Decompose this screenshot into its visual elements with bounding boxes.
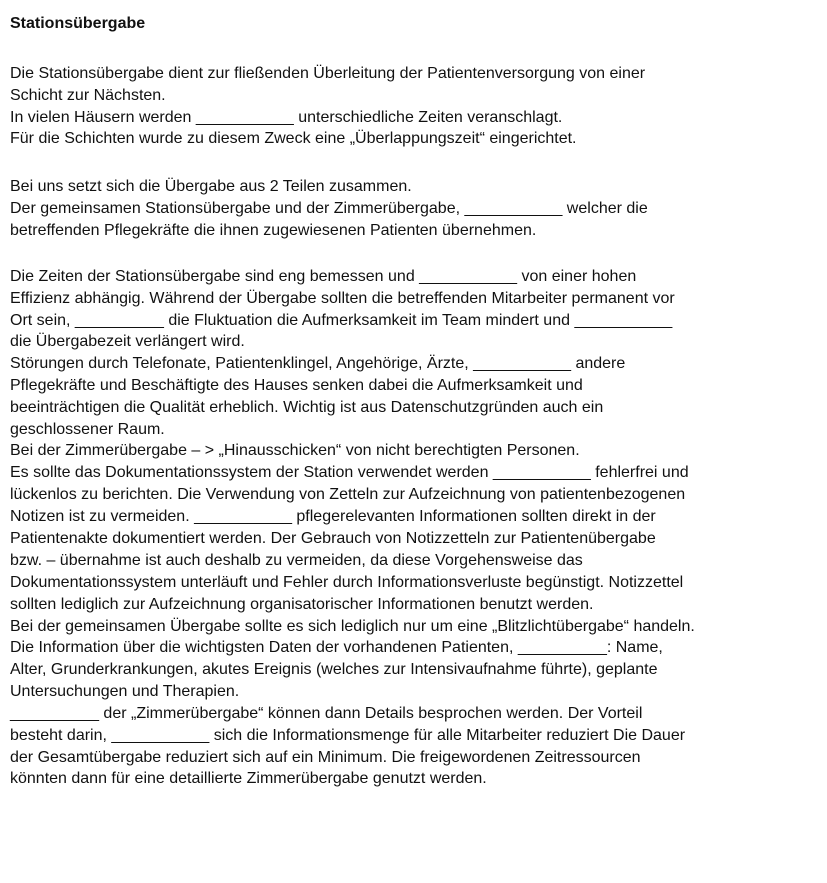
- text-line: Bei der Zimmerübergabe – > „Hinausschicken“ von nicht berechtigten Personen.: [10, 442, 580, 459]
- text-line: Die Zeiten der Stationsübergabe sind eng bemessen und ___________ von einer hohen: [10, 268, 637, 285]
- text-line: Störungen durch Telefonate, Patientenklingel, Angehörige, Ärzte, ___________ andere: [10, 355, 626, 372]
- text-line: betreffenden Pflegekräfte die ihnen zugewiesenen Patienten übernehmen.: [10, 222, 537, 239]
- text-line: Die Information über die wichtigsten Daten der vorhandenen Patienten, __________: Name,: [10, 639, 663, 656]
- text-line: Notizen ist zu vermeiden. ___________ pflegerelevanten Informationen sollten direkt in der: [10, 508, 656, 525]
- text-line: der Gesamtübergabe reduziert sich auf ein Minimum. Die freigewordenen Zeitressourcen: [10, 749, 641, 766]
- text-line: Schicht zur Nächsten.: [10, 87, 166, 104]
- text-line: Der gemeinsamen Stationsübergabe und der Zimmerübergabe, ___________ welcher die: [10, 200, 648, 217]
- text-line: könnten dann für eine detaillierte Zimmerübergabe genutzt werden.: [10, 770, 487, 787]
- text-line: besteht darin, ___________ sich die Informationsmenge für alle Mitarbeiter reduziert Die Dauer: [10, 727, 686, 744]
- text-line: Dokumentationssystem unterläuft und Fehler durch Informationsverluste begünstigt. Notizzettel: [10, 574, 684, 591]
- text-line: Effizienz abhängig. Während der Übergabe sollten die betreffenden Mitarbeiter permanent vor: [10, 290, 675, 307]
- text-line: Pflegekräfte und Beschäftigte des Hauses senken dabei die Aufmerksamkeit und: [10, 377, 583, 394]
- text-line: Bei uns setzt sich die Übergabe aus 2 Teilen zusammen.: [10, 178, 412, 195]
- text-line: Die Stationsübergabe dient zur fließenden Überleitung der Patientenversorgung von einer: [10, 65, 646, 82]
- text-line: Bei der gemeinsamen Übergabe sollte es sich lediglich nur um eine „Blitzlichtübergabe“ handeln.: [10, 618, 695, 635]
- text-line: sollten lediglich zur Aufzeichnung organisatorischer Informationen benutzt werden.: [10, 596, 594, 613]
- text-line: bzw. – übernahme ist auch deshalb zu vermeiden, da diese Vorgehensweise das: [10, 552, 583, 569]
- text-line: Untersuchungen und Therapien.: [10, 683, 240, 700]
- text-line: In vielen Häusern werden ___________ unterschiedliche Zeiten veranschlagt.: [10, 109, 563, 126]
- document-title: Stationsübergabe: [10, 15, 146, 32]
- text-line: die Übergabezeit verlängert wird.: [10, 333, 245, 350]
- text-line: Für die Schichten wurde zu diesem Zweck eine „Überlappungszeit“ eingerichtet.: [10, 130, 577, 147]
- text-line: beeinträchtigen die Qualität erheblich. Wichtig ist aus Datenschutzgründen auch ein: [10, 399, 604, 416]
- text-line: __________ der „Zimmerübergabe“ können dann Details besprochen werden. Der Vorteil: [10, 705, 643, 722]
- text-line: Patientenakte dokumentiert werden. Der Gebrauch von Notizzetteln zur Patientenübergabe: [10, 530, 656, 547]
- text-line: lückenlos zu berichten. Die Verwendung von Zetteln zur Aufzeichnung von patientenbezogenen: [10, 486, 686, 503]
- text-line: Alter, Grunderkrankungen, akutes Ereignis (welches zur Intensivaufnahme führte), geplante: [10, 661, 658, 678]
- text-line: Ort sein, __________ die Fluktuation die Aufmerksamkeit im Team mindert und ___________: [10, 312, 673, 329]
- text-line: Es sollte das Dokumentationssystem der Station verwendet werden ___________ fehlerfrei und: [10, 464, 689, 481]
- text-line: geschlossener Raum.: [10, 421, 165, 438]
